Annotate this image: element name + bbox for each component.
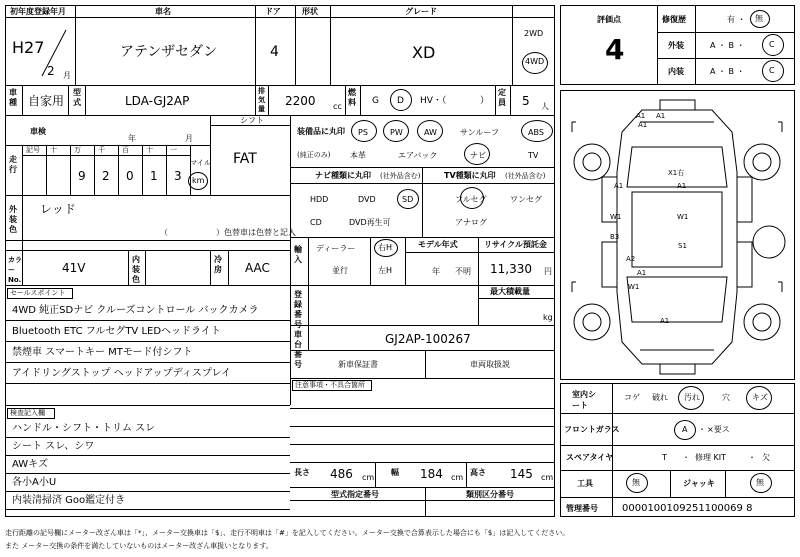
equipment-circle <box>464 143 490 165</box>
mileage-digit: 1 <box>150 169 158 183</box>
doors: 4 <box>270 44 279 60</box>
divider <box>330 5 331 85</box>
car-name-label: 車名 <box>155 7 171 16</box>
sales-point-line: アイドリングストップ ヘッドアップディスプレイ <box>12 368 231 379</box>
divider <box>5 383 290 384</box>
windshield-replace: ×要ス <box>707 425 730 434</box>
diagram-label: A1 <box>614 182 624 190</box>
seat-item-circle <box>746 386 772 410</box>
divider <box>290 115 291 285</box>
divider <box>5 17 555 18</box>
kg-unit: kg <box>543 313 553 322</box>
car-diagram <box>562 92 793 378</box>
door-label: ドア <box>265 7 281 16</box>
width-label: 幅 <box>391 468 399 477</box>
equipment-circle <box>351 120 377 142</box>
mgmt-label: 管理番号 <box>566 504 598 513</box>
tv-fullseg: フルセグ <box>455 195 487 204</box>
width-cm: cm <box>451 473 464 482</box>
seat-item: 穴 <box>722 393 730 402</box>
interior-color-label: 内装色 <box>132 255 140 284</box>
seat-item: 破れ <box>652 393 668 402</box>
spare-dot2: ・ <box>748 453 756 462</box>
capacity-unit: 人 <box>541 102 549 111</box>
divider <box>290 500 555 501</box>
shift: FAT <box>233 151 257 167</box>
divider <box>290 237 555 238</box>
new-car-warranty: 新車保証書 <box>338 360 378 369</box>
cc-unit: cc <box>333 102 342 111</box>
diagram-label: A1 <box>660 317 670 325</box>
max-load-label: 最大積載量 <box>490 287 530 296</box>
divider <box>85 85 86 115</box>
recycle-label: リサイクル預託金 <box>484 240 547 249</box>
displacement-label: 排気量 <box>258 87 265 113</box>
divider <box>210 125 290 126</box>
shaken-label: 車検 <box>30 127 46 136</box>
diagram-label: A2 <box>626 255 636 263</box>
mileage-digit-header: 十 <box>146 146 153 154</box>
yen-unit: 円 <box>544 267 552 276</box>
nav-dvd: DVD <box>358 195 376 204</box>
first-reg-label: 初年度登録年月 <box>10 7 66 16</box>
inspector-line: ハンドル・シフト・トリム スレ <box>12 423 156 434</box>
divider <box>478 285 479 325</box>
color-value: レッド <box>40 202 76 216</box>
vehicle-manual: 車両取扱説 <box>470 360 510 369</box>
usage: 自家用 <box>28 94 65 108</box>
mileage-digit-header: 十 <box>50 146 57 154</box>
divider <box>425 487 426 517</box>
category-label: 類別区分番号 <box>466 490 514 499</box>
jack-value: 無 <box>756 478 764 487</box>
spare-missing: 欠 <box>762 453 770 462</box>
divider <box>466 462 467 487</box>
divider <box>695 5 696 85</box>
divider <box>425 350 426 378</box>
car-name: アテンザセダン <box>120 44 218 60</box>
tv-analog: アナログ <box>455 218 487 227</box>
divider <box>290 462 555 463</box>
nav-dvd-play: DVD再生可 <box>349 218 391 227</box>
equipment-subtitle: (純正のみ) <box>297 151 331 159</box>
divider <box>5 437 290 438</box>
equipment-item: TV <box>528 151 539 160</box>
divider <box>210 250 211 285</box>
inspector-line: 各小A小U <box>12 477 57 488</box>
equipment-item: エアバック <box>398 151 438 160</box>
mileage-digit-header: 一 <box>170 146 177 154</box>
equipment-item: PW <box>390 128 403 137</box>
divider <box>228 250 229 285</box>
shaken-month-unit: 月 <box>185 134 193 143</box>
divider <box>5 240 290 241</box>
divider <box>22 145 23 195</box>
nav-sd: SD <box>402 195 414 204</box>
grade: XD <box>412 43 436 62</box>
divider <box>290 487 555 488</box>
repair-value: 無 <box>755 14 763 23</box>
divider <box>478 298 555 299</box>
footer-line1: 走行距離の記号欄にメーター改ざん車は「*」、メーター交換車は「$」、走行不明車は「#」を記入してください。メーター交換で合算表示した場合にも「$」は記入してください。 <box>5 529 570 537</box>
notes-label: 注意事項・不具合箇所 <box>295 381 365 389</box>
equipment-item: AW <box>424 128 437 137</box>
divider <box>70 145 71 195</box>
divider <box>290 350 555 351</box>
divider <box>22 85 23 115</box>
color-no-label: カラーNo. <box>8 256 22 284</box>
grade-label: グレード <box>405 7 437 16</box>
footer-line2: また メーター交換の条件を満たしていないものはメーター改ざん車扱いとなります。 <box>5 542 273 550</box>
divider <box>290 378 555 379</box>
ac-value: AAC <box>245 261 270 275</box>
color-no: 41V <box>62 261 86 275</box>
model-year-unknown: 不明 <box>455 267 471 276</box>
diagram-label: B3 <box>610 233 620 241</box>
divider <box>560 497 795 498</box>
type-designation-label: 型式指定番号 <box>331 490 379 499</box>
diagram-label: A1 <box>638 121 648 129</box>
spare-t: T <box>662 453 667 462</box>
divider <box>5 341 290 342</box>
divider <box>190 145 191 195</box>
diagram-label: S1 <box>678 242 687 250</box>
score-value: 4 <box>605 33 625 66</box>
mileage-unit-km: km <box>192 176 205 185</box>
divider <box>255 5 256 85</box>
divider <box>290 325 555 326</box>
recycle-value: 11,330 <box>490 262 532 276</box>
length-cm: cm <box>362 473 375 482</box>
equipment-item: 本革 <box>350 151 366 160</box>
exterior-options: A ・ B ・ <box>710 41 745 50</box>
ac-label: 冷房 <box>214 255 222 274</box>
nav-cd: CD <box>310 218 322 227</box>
import-parallel: 並行 <box>332 266 348 275</box>
reg-label: 登録番号 <box>294 290 302 329</box>
divider <box>560 470 795 471</box>
divider <box>5 250 290 251</box>
mileage-unit-mile: マイル <box>190 159 211 167</box>
divider <box>657 32 795 33</box>
tools-value: 無 <box>632 478 640 487</box>
divider <box>5 85 555 86</box>
divider <box>495 85 496 115</box>
model-year-label: モデル年式 <box>418 240 458 249</box>
divider <box>5 473 290 474</box>
divider <box>166 145 167 195</box>
divider <box>5 509 290 510</box>
equipment-item: PS <box>358 128 368 137</box>
divider <box>405 237 406 285</box>
mileage-digit: 0 <box>126 169 134 183</box>
equipment-item: サンルーフ <box>460 128 499 137</box>
divider <box>422 167 423 237</box>
seat-item-circle <box>678 386 704 410</box>
displacement: 2200 <box>285 94 316 108</box>
exterior-label: 外装 <box>668 41 684 50</box>
shape-label: 形状 <box>302 7 318 16</box>
length-label: 長さ <box>294 468 310 477</box>
divider <box>308 285 309 350</box>
mileage-digit: 9 <box>78 169 86 183</box>
divider <box>308 237 309 285</box>
windshield-a: A <box>682 425 688 434</box>
fuel-d: D <box>397 96 404 106</box>
tv-oneseg: ワンセグ <box>510 195 542 204</box>
diagram-label: W1 <box>628 283 640 291</box>
divider <box>128 250 129 285</box>
import-left: 左H <box>378 266 393 275</box>
divider <box>5 285 555 286</box>
divider <box>405 252 555 253</box>
mileage-digit-header: 記号 <box>26 146 40 154</box>
chassis-number: GJ2AP-100267 <box>385 332 471 346</box>
drive-4wd: 4WD <box>525 57 545 66</box>
windshield-dot: ・ <box>698 425 706 434</box>
diagram-label: A1 <box>656 112 666 120</box>
divider <box>360 85 361 115</box>
import-label: 輸入 <box>294 245 302 264</box>
sales-point-line: Bluetooth ETC フルセグTV LEDヘッドライト <box>12 326 221 337</box>
diagram-label: W1 <box>677 213 689 221</box>
model: LDA-GJ2AP <box>125 94 190 108</box>
diagram-label: W1 <box>610 213 622 221</box>
height-cm: cm <box>541 473 554 482</box>
model-label: 型式 <box>73 88 81 107</box>
divider <box>725 470 726 497</box>
fuel-g: G <box>372 96 379 106</box>
equipment-item: ナビ <box>470 151 486 160</box>
divider <box>478 237 479 285</box>
nav-hdd: HDD <box>310 195 329 204</box>
interior-options: A ・ B ・ <box>710 67 745 76</box>
interior-seat-label: 室内シート <box>572 390 596 410</box>
divider <box>142 145 143 195</box>
divider <box>290 285 291 405</box>
divider <box>345 85 346 115</box>
inspector-line: 内装清掃済 Goo鑑定付き <box>12 495 126 506</box>
divider <box>75 5 76 85</box>
import-dealer: ディーラー <box>316 244 356 253</box>
chassis-label: 車台番号 <box>294 330 302 369</box>
divider <box>295 5 296 85</box>
divider <box>5 195 290 196</box>
diagram-label: A1 <box>637 269 647 277</box>
color-note: （ ）色替車は色替と記入 <box>160 228 296 237</box>
tools-label: 工具 <box>577 479 593 488</box>
height-value: 145 <box>510 467 533 481</box>
equipment-circle <box>521 120 553 142</box>
width-value: 184 <box>420 467 443 481</box>
shaken-year-unit: 年 <box>128 134 136 143</box>
interior-label: 内装 <box>668 67 684 76</box>
divider <box>290 426 555 427</box>
drive-2wd: 2WD <box>524 29 544 38</box>
mileage-digit-header: 百 <box>122 146 129 154</box>
divider <box>375 462 376 487</box>
inspector-label: 検査記入欄 <box>10 409 45 417</box>
diagram-label: X1右 <box>668 169 685 177</box>
fuel-hv: HV・（ <box>420 96 447 106</box>
exterior-value: C <box>769 40 775 49</box>
mileage-label: 走行 <box>9 155 17 174</box>
seat-item: 汚れ <box>684 393 700 402</box>
divider <box>268 85 269 115</box>
nav-subtitle: (社外品含む) <box>380 172 421 180</box>
height-label: 高さ <box>470 468 486 477</box>
divider <box>290 444 555 445</box>
divider <box>290 408 555 409</box>
seat-item: キズ <box>752 393 768 402</box>
divider <box>210 115 211 195</box>
usage-label: 車種 <box>9 88 17 107</box>
jack-label: ジャッキ <box>683 479 715 488</box>
mgmt-number: 0000100109251100069 8 <box>622 503 753 514</box>
divider <box>560 445 795 446</box>
divider <box>94 145 95 195</box>
spare-kit: 修理 KIT <box>695 453 727 462</box>
interior-value: C <box>769 66 775 75</box>
divider <box>22 155 190 156</box>
diagram-label: A1 <box>677 182 687 190</box>
inspector-line: シート スレ、シワ <box>12 441 95 452</box>
mileage-digit-header: 万 <box>74 146 81 154</box>
tv-subtitle: (社外品含む) <box>505 172 546 180</box>
first-reg-year: H27 <box>12 38 45 57</box>
mileage-digit: 3 <box>174 169 182 183</box>
divider <box>370 237 371 285</box>
divider <box>5 362 290 363</box>
model-year-unit: 年 <box>432 267 440 276</box>
divider <box>560 413 795 414</box>
fuel-label: 燃料 <box>348 88 356 107</box>
divider <box>5 115 555 116</box>
first-reg-month: 2 <box>47 64 55 78</box>
equipment-circle <box>383 120 409 142</box>
windshield-label: フロントガラス <box>564 425 620 434</box>
divider <box>670 470 671 497</box>
equipment-item: ABS <box>528 128 544 137</box>
score-label: 評価点 <box>597 15 621 24</box>
capacity: 5 <box>522 94 530 108</box>
sales-point-line: 4WD 純正SDナビ クルーズコントロール バックカメラ <box>12 305 259 316</box>
divider <box>68 85 69 115</box>
divider <box>657 58 795 59</box>
month-unit: 月 <box>63 71 71 80</box>
shift-label: シフト <box>240 116 264 125</box>
diagram-label: A1 <box>636 112 646 120</box>
divider <box>5 320 290 321</box>
nav-title: ナビ種類に丸印 <box>315 171 371 180</box>
divider <box>657 5 658 85</box>
equipment-title: 装備品に丸印 <box>297 127 345 136</box>
mileage-digit-header: 千 <box>98 146 105 154</box>
divider <box>5 491 290 492</box>
sales-point-line: 禁煙車 スマートキー MTモード付シフト <box>12 347 193 358</box>
fuel-close: ） <box>480 96 490 106</box>
divider <box>5 455 290 456</box>
seat-item: コゲ <box>624 393 640 402</box>
divider <box>290 183 555 184</box>
mileage-digit: 2 <box>102 169 110 183</box>
spare-dot1: ・ <box>682 453 690 462</box>
divider <box>510 85 511 115</box>
repair-label: 修復歴 <box>662 15 686 24</box>
divider <box>5 405 290 406</box>
divider <box>46 145 47 195</box>
tv-title: TV種類に丸印 <box>444 171 496 180</box>
color-label: 外装色 <box>9 205 17 234</box>
length-value: 486 <box>330 467 353 481</box>
capacity-label: 定員 <box>498 88 506 107</box>
import-right: 右H <box>378 243 393 252</box>
divider <box>512 5 513 85</box>
inspector-line: AWキズ <box>12 459 48 470</box>
equipment-circle <box>417 120 443 142</box>
divider <box>145 250 146 285</box>
divider <box>255 85 256 115</box>
spare-label: スペアタイヤ <box>566 453 614 462</box>
repair-options: 有 ・ <box>727 15 746 24</box>
divider <box>118 145 119 195</box>
sales-points-label: セールスポイント <box>10 289 66 297</box>
